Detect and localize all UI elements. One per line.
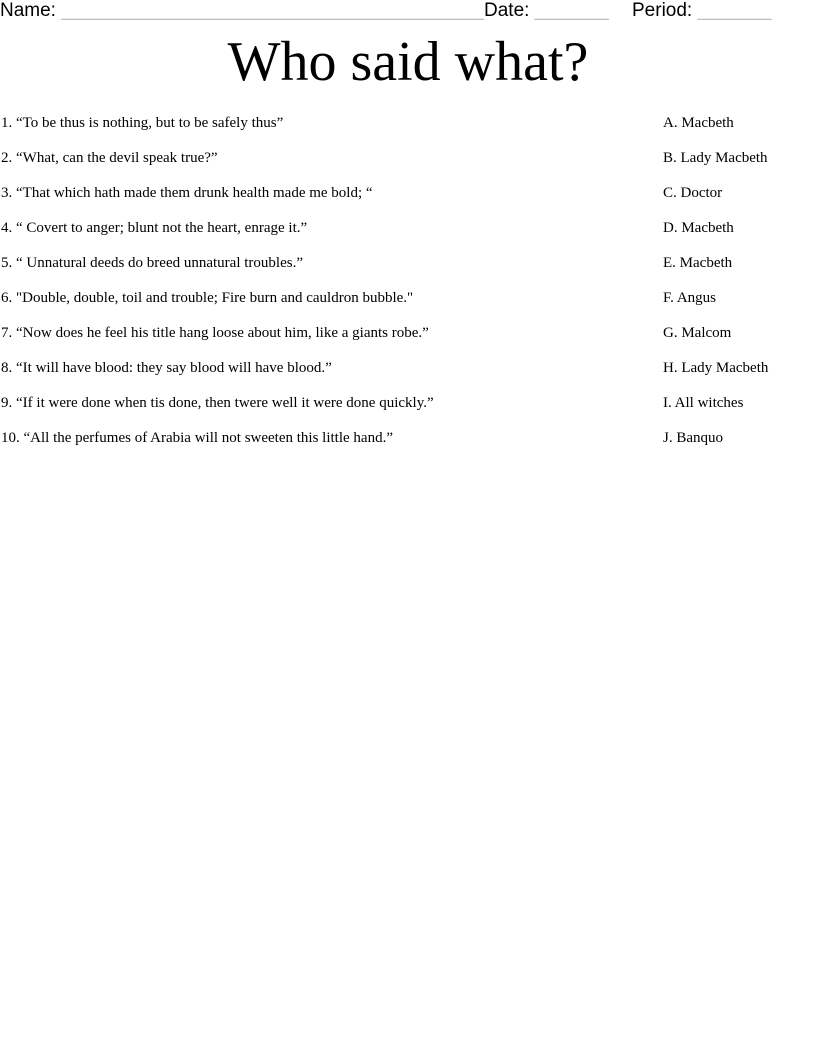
quote-item: 6. "Double, double, toil and trouble; Fire burn and cauldron bubble." — [1, 290, 414, 306]
quote-item: 5. “ Unnatural deeds do breed unnatural troubles.” — [1, 255, 303, 271]
quote-list — [1, 112, 641, 462]
name-label: Name: — [0, 0, 56, 21]
page-title: Who said what? — [227, 31, 589, 93]
answer-item: J. Banquo — [663, 430, 723, 446]
quote-item: 1. “To be thus is nothing, but to be safely thus” — [1, 115, 284, 131]
answer-item: A. Macbeth — [663, 115, 734, 131]
period-label: Period: — [632, 0, 693, 21]
answer-item: D. Macbeth — [663, 220, 734, 236]
quote-item: 4. “ Covert to anger; blunt not the heart, enrage it.” — [1, 220, 308, 236]
answer-item: B. Lady Macbeth — [663, 150, 768, 166]
quote-item: 9. “If it were done when tis done, then twere well it were done quickly.” — [1, 395, 434, 411]
worksheet-header — [0, 0, 816, 22]
quote-item: 7. “Now does he feel his title hang loose about him, like a giants robe.” — [1, 325, 429, 341]
date-blank: _______ — [534, 0, 609, 21]
period-field — [632, 0, 771, 22]
answer-item: I. All witches — [663, 395, 744, 411]
answer-item: F. Angus — [663, 290, 716, 306]
answer-item: C. Doctor — [663, 185, 723, 201]
name-field — [0, 0, 484, 22]
quote-item: 10. “All the perfumes of Arabia will not sweeten this little hand.” — [1, 430, 393, 446]
answer-item: E. Macbeth — [663, 255, 733, 271]
date-label: Date: — [484, 0, 530, 21]
date-field — [484, 0, 609, 22]
quote-item: 8. “It will have blood: they say blood will have blood.” — [1, 360, 332, 376]
name-blank: ________________________________________ — [61, 0, 484, 21]
answer-item: H. Lady Macbeth — [663, 360, 769, 376]
answer-item: G. Malcom — [663, 325, 732, 341]
period-blank: _______ — [697, 0, 772, 21]
quote-item: 3. “That which hath made them drunk health made me bold; “ — [1, 185, 373, 201]
answer-list — [663, 112, 813, 462]
quote-item: 2. “What, can the devil speak true?” — [1, 150, 218, 166]
